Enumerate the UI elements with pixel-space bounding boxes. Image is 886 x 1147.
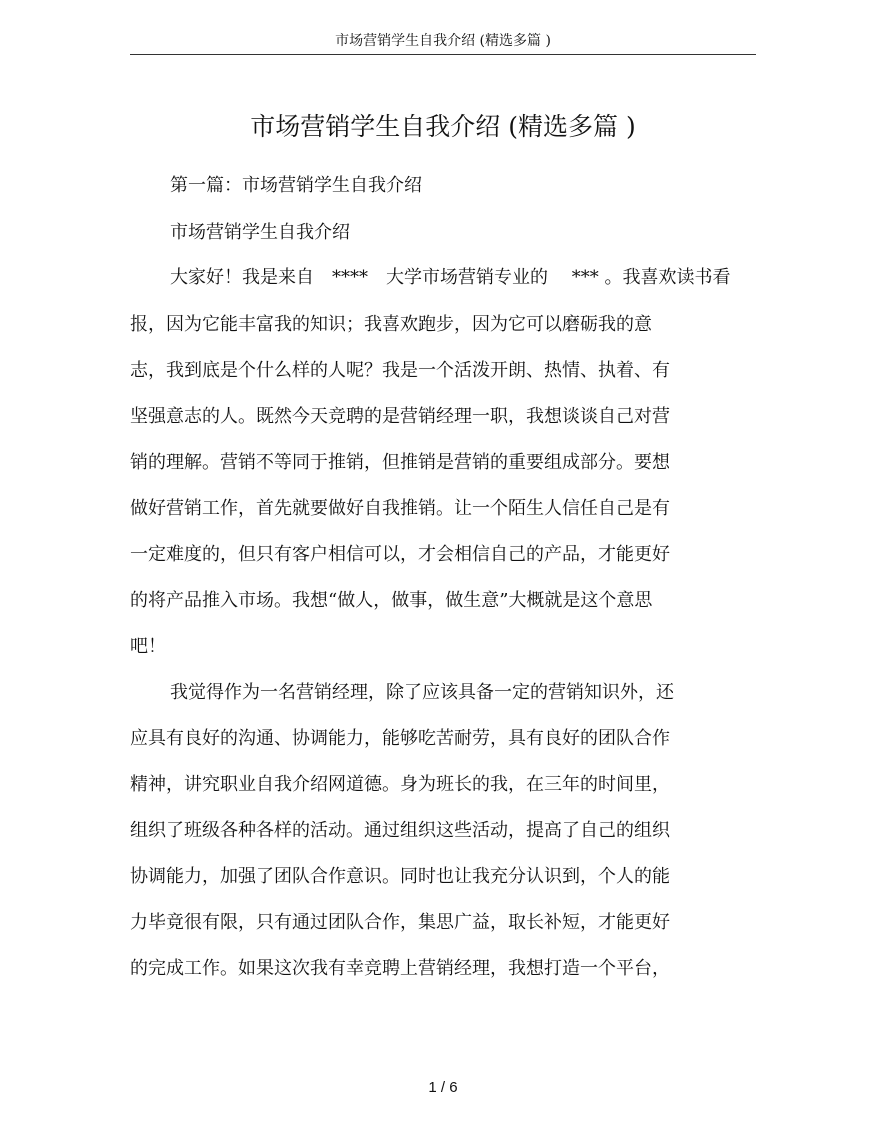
body-line: 的完成工作。如果这次我有幸竞聘上营销经理，我想打造一个平台， [130, 958, 670, 979]
body-line: 一定难度的，但只有客户相信可以，才会相信自己的产品，才能更好 [130, 544, 670, 565]
subsection-heading: 市场营销学生自我介绍 [170, 222, 350, 243]
section-heading: 第一篇：市场营销学生自我介绍 [170, 175, 422, 196]
body-line: 吧！ [130, 636, 166, 657]
body-line: 销的理解。营销不等同于推销，但推销是营销的重要组成部分。要想 [130, 452, 670, 473]
document-title: 市场营销学生自我介绍 (精选多篇 ) [250, 112, 636, 141]
body-line: 坚强意志的人。既然今天竞聘的是营销经理一职，我想谈谈自己对营 [130, 406, 670, 427]
body-line: 报，因为它能丰富我的知识；我喜欢跑步，因为它可以磨砺我的意 [130, 314, 652, 335]
body-line: 应具有良好的沟通、协调能力，能够吃苦耐劳，具有良好的团队合作 [130, 728, 670, 749]
body-line: 协调能力，加强了团队合作意识。同时也让我充分认识到，个人的能 [130, 866, 670, 887]
body-line: 做好营销工作，首先就要做好自我推销。让一个陌生人信任自己是有 [130, 498, 670, 519]
body-line: 精神，讲究职业自我介绍网道德。身为班长的我，在三年的时间里， [130, 774, 670, 795]
body-line: 大家好！我是来自 **** 大学市场营销专业的 *** 。我喜欢读书看 [170, 267, 731, 288]
running-header: 市场营销学生自我介绍 (精选多篇 ) [335, 33, 551, 49]
body-line: 的将产品推入市场。我想“做人，做事，做生意”大概就是这个意思 [130, 590, 653, 611]
body-line: 我觉得作为一名营销经理，除了应该具备一定的营销知识外，还 [170, 682, 674, 703]
body-line: 组织了班级各种各样的活动。通过组织这些活动，提高了自己的组织 [130, 820, 670, 841]
body-line: 力毕竟很有限，只有通过团队合作，集思广益，取长补短，才能更好 [130, 912, 670, 933]
body-line: 志，我到底是个什么样的人呢？我是一个活泼开朗、热情、执着、有 [130, 360, 670, 381]
header-divider [130, 54, 756, 55]
page-number: 1 / 6 [428, 1079, 458, 1096]
